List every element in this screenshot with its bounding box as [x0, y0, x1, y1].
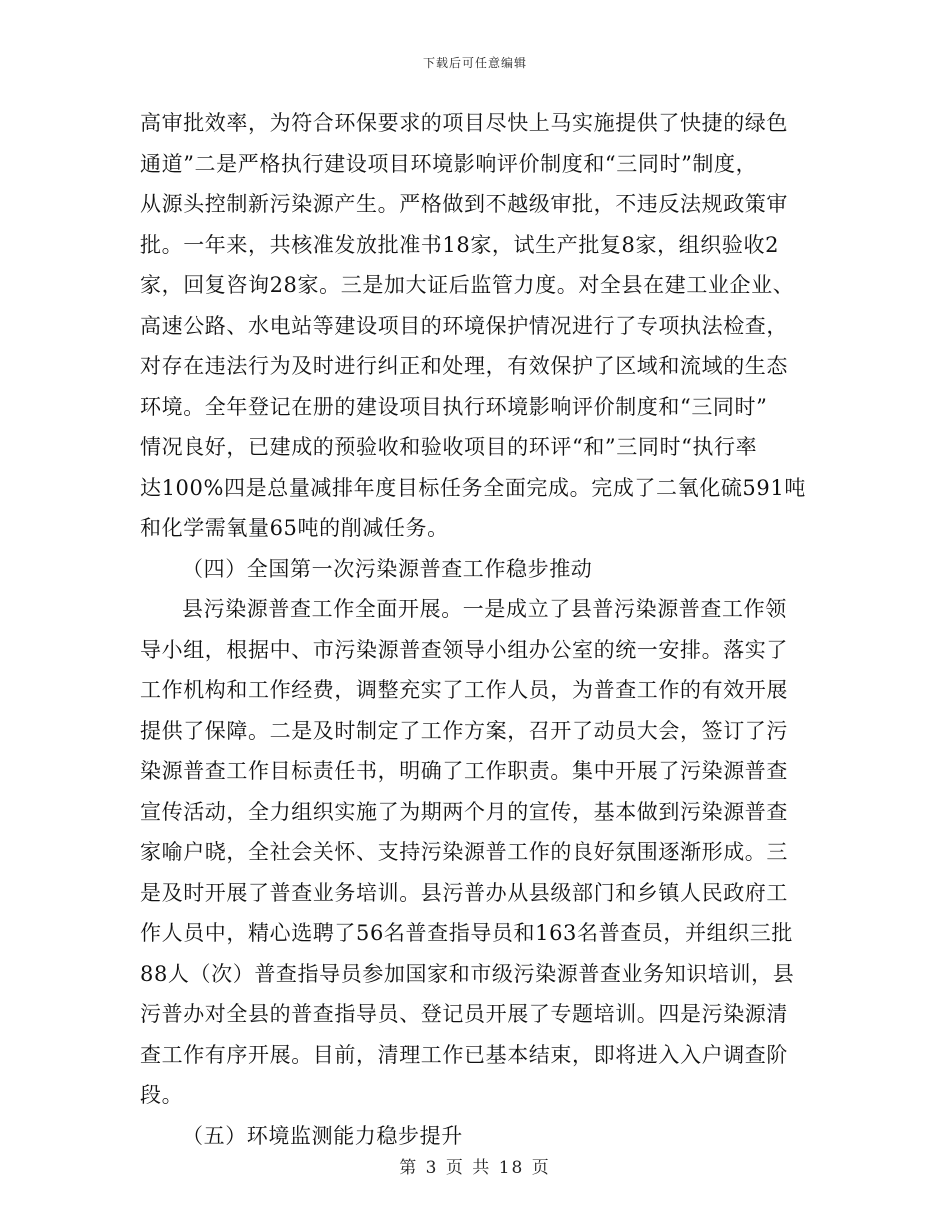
text-line: 达100%四是总量减排年度目标任务全面完成。完成了二氧化硫591吨 [140, 475, 806, 500]
document-body [140, 103, 810, 1156]
text-line: 工作机构和工作经费，调整充实了工作人员，为普查工作的有效开展 [140, 678, 788, 702]
text-line: 是及时开展了普查业务培训。县污普办从县级部门和乡镇人民政府工 [140, 880, 788, 905]
text-line: 作人员中，精心选聘了56名普查指导员和163名普查员，并组织三批 [140, 921, 794, 945]
text-line: 家，回复咨询28家。三是加大证后监管力度。对全县在建工业企业、 [140, 273, 795, 297]
text-line: 染源普查工作目标责任书，明确了工作职责。集中开展了污染源普查 [140, 759, 788, 783]
text-line: 批。一年来，共核准发放批准书18家，试生产批复8家，组织验收2 [140, 232, 780, 257]
text-line: 家喻户晓，全社会关怀、支持污染源普工作的良好氛围逐渐形成。三 [140, 840, 788, 864]
text-line: 污普办对全县的普查指导员、登记员开展了专题培训。四是污染源清 [140, 1002, 788, 1026]
section-heading: （五）环境监测能力稳步提升 [182, 1123, 463, 1148]
text-line: 提供了保障。二是及时制定了工作方案，召开了动员大会，签订了污 [140, 718, 788, 743]
text-line: 对存在违法行为及时进行纠正和处理，有效保护了区域和流域的生态 [140, 354, 788, 378]
text-line: 和化学需氧量65吨的削减任务。 [140, 516, 449, 540]
text-line: 县污染源普查工作全面开展。一是成立了县普污染源普查工作领 [182, 597, 787, 621]
text-line: 导小组，根据中、市污染源普查领导小组办公室的统一安排。落实了 [140, 637, 788, 662]
page-footer: 第 3 页 共 18 页 [399, 1158, 551, 1178]
page-header: 下载后可任意编辑 [422, 56, 527, 70]
text-line: 情况良好，已建成的预验收和验收项目的环评“和”三同时“执行率 [140, 435, 758, 459]
text-line: 段。 [140, 1083, 184, 1107]
text-line: 从源头控制新污染源产生。严格做到不越级审批，不违反法规政策审 [140, 192, 788, 216]
text-line: 通道”二是严格执行建设项目环境影响评价制度和“三同时”制度， [140, 151, 758, 176]
text-line: 环境。全年登记在册的建设项目执行环境影响评价制度和“三同时” [140, 394, 768, 419]
text-line: 宣传活动，全力组织实施了为期两个月的宣传，基本做到污染源普查 [140, 799, 788, 824]
section-heading: （四）全国第一次污染源普查工作稳步推动 [182, 556, 593, 581]
text-line: 高审批效率，为符合环保要求的项目尽快上马实施提供了快捷的绿色 [140, 111, 788, 135]
text-line: 查工作有序开展。目前，清理工作已基本结束，即将进入入户调查阶 [140, 1042, 788, 1067]
text-line: 高速公路、水电站等建设项目的环境保护情况进行了专项执法检查， [140, 313, 788, 338]
text-line: 88人（次）普查指导员参加国家和市级污染源普查业务知识培训，县 [140, 961, 795, 986]
